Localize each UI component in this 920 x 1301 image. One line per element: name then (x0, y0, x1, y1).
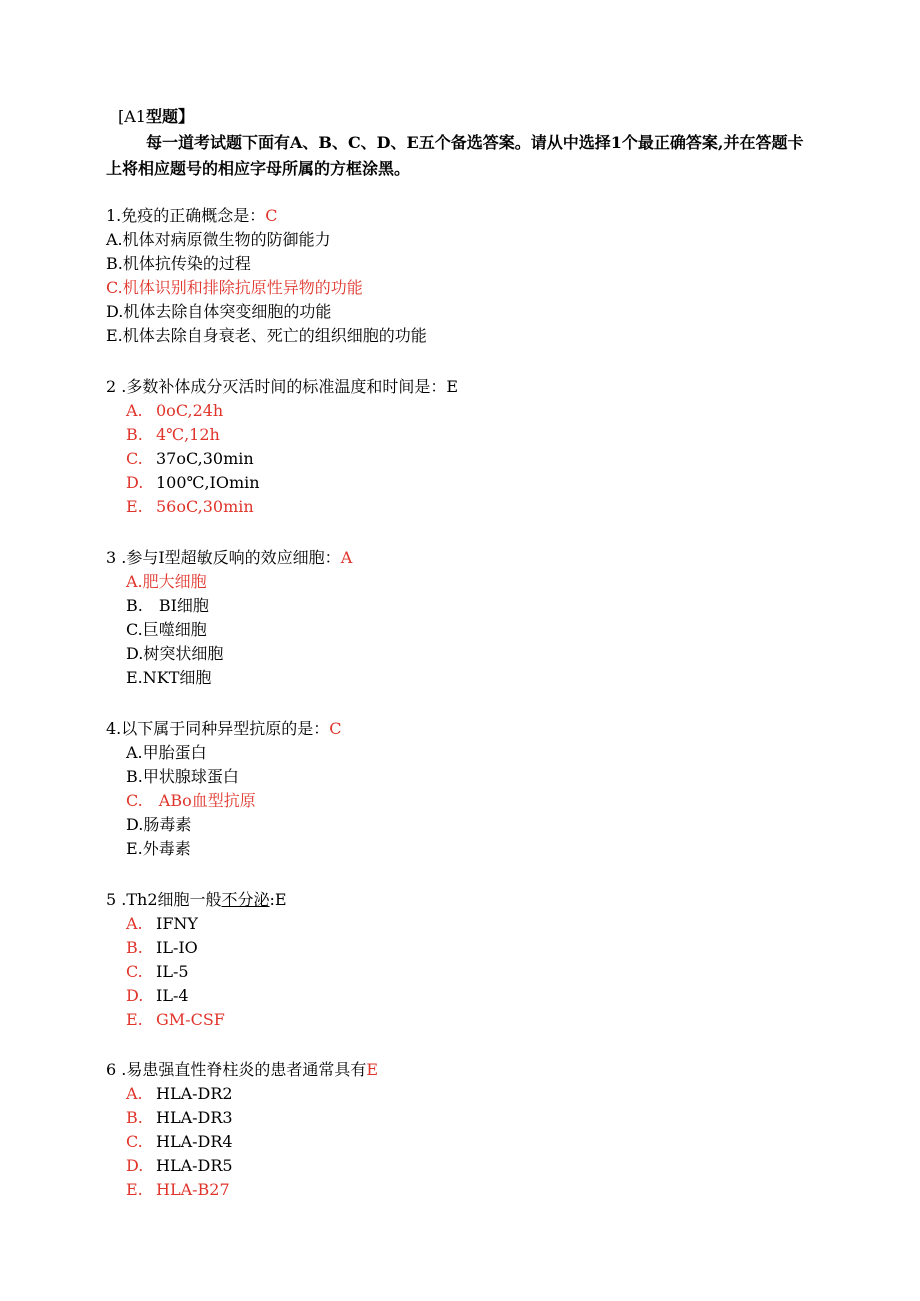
option-c: C. HLA-DR4 (126, 1132, 233, 1151)
option-e-correct: E. HLA-B27 (126, 1180, 230, 1199)
instructions-text: 每一道考试题下面有A、B、C、D、E五个备选答案。请从中选择1个最正确答案,并在答题卡上将相应题号的相应字母所属的方框涂黑。 (106, 133, 804, 178)
question-stem: 6 .易患强直性脊柱炎的患者通常具有E (106, 1060, 379, 1079)
option-e: E.NKT细胞 (126, 668, 212, 687)
question-6 (106, 1058, 846, 1202)
option-e-correct: E. 56oC,30min (126, 497, 254, 516)
option-c: C. IL-5 (126, 962, 189, 981)
answer-key: E (366, 1060, 379, 1079)
question-3 (106, 546, 846, 690)
answer-key: E (446, 377, 459, 396)
question-stem: 2 .多数补体成分灭活时间的标准温度和时间是：E (106, 377, 459, 396)
question-5 (106, 888, 846, 1032)
question-stem: 4.以下属于同种异型抗原的是：C (106, 719, 342, 738)
option-a: A. IFNY (126, 914, 198, 933)
option-d: D.机体去除自体突变细胞的功能 (106, 302, 332, 321)
option-c: C. 37oC,30min (126, 449, 254, 468)
option-d: D. HLA-DR5 (126, 1156, 233, 1175)
option-a: A.甲胎蛋白 (126, 743, 207, 762)
answer-key: C (265, 206, 278, 225)
option-b: B. HLA-DR3 (126, 1108, 233, 1127)
option-a: A.机体对病原微生物的防御能力 (106, 230, 331, 249)
option-c-correct: C. ABo血型抗原 (126, 791, 256, 810)
option-d: D.树突状细胞 (126, 644, 224, 663)
option-a-correct: A.肥大细胞 (126, 572, 207, 591)
question-stem: 5 .Th2细胞一般不分泌:E (106, 890, 287, 909)
option-d: D. IL-4 (126, 986, 189, 1005)
option-a: A. 0oC,24h (126, 401, 224, 420)
option-d: D.肠毒素 (126, 815, 192, 834)
option-c: C.巨噬细胞 (126, 620, 207, 639)
question-type-prefix: [A1 (118, 107, 146, 126)
option-c-correct: C.机体识别和排除抗原性异物的功能 (106, 278, 363, 297)
option-e-correct: E. GM-CSF (126, 1010, 225, 1029)
option-e: E.机体去除自身衰老、死亡的组织细胞的功能 (106, 326, 427, 345)
question-stem: 1.免疫的正确概念是：C (106, 206, 278, 225)
option-b: B.甲状腺球蛋白 (126, 767, 239, 786)
option-e: E.外毒素 (126, 839, 191, 858)
question-type-suffix: 型题】 (145, 107, 194, 126)
question-2 (106, 375, 846, 519)
option-b: B. BI细胞 (126, 596, 209, 615)
underlined-keyword: 不分泌 (221, 890, 270, 909)
option-b: B.机体抗传染的过程 (106, 254, 251, 273)
question-type-heading (118, 105, 194, 129)
question-1 (106, 204, 846, 348)
option-a: A. HLA-DR2 (126, 1084, 233, 1103)
answer-key: A (340, 548, 353, 567)
option-b: B. IL-IO (126, 938, 198, 957)
option-d: D. 100℃,IOmin (126, 473, 260, 492)
question-stem: 3 .参与I型超敏反响的效应细胞：A (106, 548, 353, 567)
answer-key: C (329, 719, 342, 738)
question-4 (106, 717, 846, 861)
option-b: B. 4℃,12h (126, 425, 220, 444)
